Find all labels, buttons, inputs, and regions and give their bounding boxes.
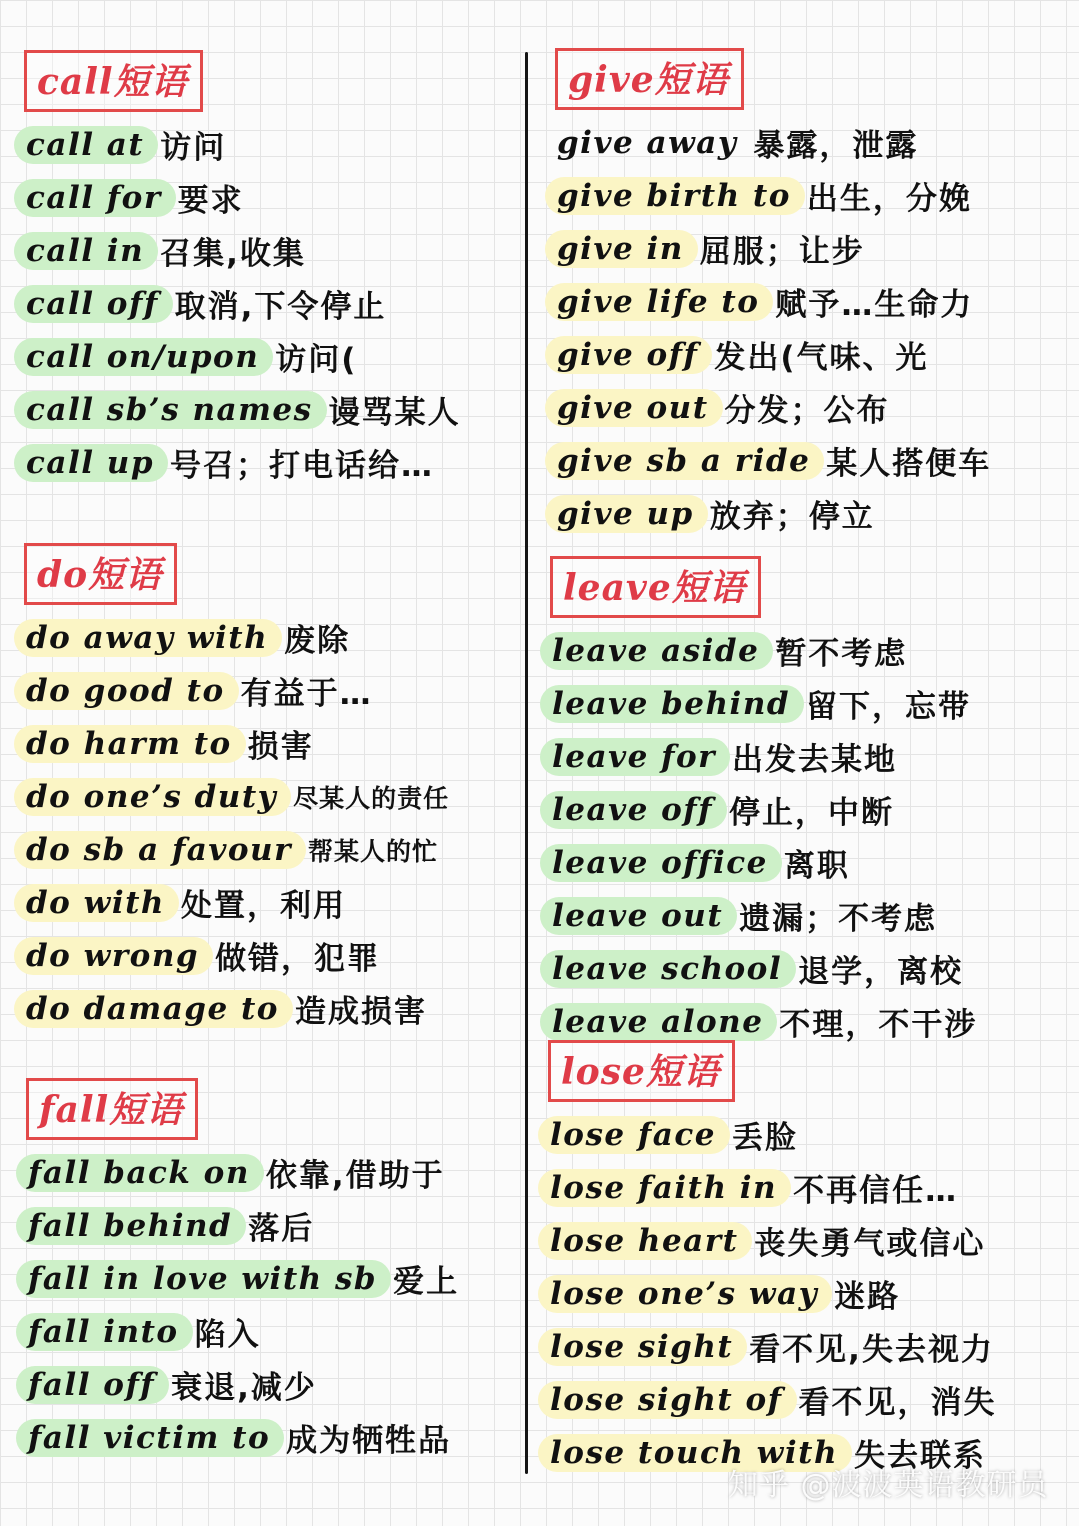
section-title-lose: lose短语	[548, 1040, 735, 1102]
phrase-item	[550, 836, 977, 889]
phrase-item	[550, 677, 977, 730]
phrase-en: do damage to	[14, 990, 293, 1028]
phrase-zh: 尽某人的责任	[293, 783, 450, 813]
phrase-item	[24, 436, 461, 489]
phrase-zh: 屈服；让步	[699, 234, 865, 270]
phrase-zh: 出生，分娩	[806, 181, 972, 217]
phrase-item	[550, 624, 977, 677]
phrase-en: give off	[545, 336, 712, 374]
phrase-zh: 衰退,减少	[171, 1370, 317, 1406]
phrase-list-leave	[550, 624, 977, 1048]
phrase-en: fall off	[16, 1366, 169, 1404]
phrase-en: leave alone	[540, 1003, 777, 1041]
phrase-en: call for	[14, 179, 176, 217]
phrase-item	[26, 1199, 459, 1252]
phrase-en: call in	[14, 232, 158, 270]
phrase-list-do	[24, 611, 449, 1035]
phrase-en: do one’s duty	[14, 778, 291, 816]
phrase-en: give in	[545, 230, 698, 268]
phrase-en: call sb’s names	[14, 391, 327, 429]
phrase-list-call	[24, 118, 461, 489]
phrase-zh: 谩骂某人	[328, 395, 461, 431]
section-title-call: call短语	[24, 50, 203, 112]
phrase-zh: 成为牺牲品	[286, 1423, 452, 1459]
phrase-zh: 失去联系	[853, 1438, 986, 1474]
section-title-fall: fall短语	[26, 1078, 198, 1140]
phrase-en: leave school	[540, 950, 796, 988]
phrase-en: give sb a ride	[545, 442, 824, 480]
phrase-item	[26, 1411, 459, 1464]
watermark: 知乎 @波波英语教研员	[728, 1468, 1049, 1503]
phrase-en: give birth to	[545, 177, 805, 215]
phrase-zh: 访问	[160, 130, 227, 166]
section-title-give: give短语	[555, 48, 744, 110]
section-leave	[550, 556, 977, 1048]
phrase-en: leave for	[540, 738, 730, 776]
phrase-zh: 有益于…	[240, 676, 373, 712]
phrase-en: lose sight of	[538, 1381, 797, 1419]
phrase-zh: 分发；公布	[724, 393, 890, 429]
phrase-en: call at	[14, 126, 158, 164]
phrase-zh: 号召；打电话给…	[170, 448, 435, 484]
phrase-en: lose sight	[538, 1328, 747, 1366]
phrase-zh: 落后	[248, 1211, 315, 1247]
phrase-zh: 不再信任…	[793, 1173, 959, 1209]
phrase-item	[24, 717, 449, 770]
phrase-zh: 遗漏；不考虑	[739, 901, 938, 937]
phrase-item	[24, 383, 461, 436]
phrase-zh: 留下，忘带	[806, 689, 972, 725]
phrase-en: lose faith in	[538, 1169, 791, 1207]
phrase-item	[555, 487, 991, 540]
phrase-zh: 离职	[783, 848, 850, 884]
phrase-zh: 看不见，消失	[798, 1385, 997, 1421]
phrase-zh: 暴露，泄露	[753, 128, 919, 164]
phrase-zh: 赋予…生命力	[775, 287, 974, 323]
phrase-item	[548, 1108, 997, 1161]
section-fall	[26, 1078, 459, 1464]
phrase-item	[24, 330, 461, 383]
phrase-zh: 不理，不干涉	[779, 1007, 978, 1043]
phrase-item	[555, 169, 991, 222]
phrase-item	[555, 381, 991, 434]
phrase-list-lose	[548, 1108, 997, 1479]
phrase-zh: 停止，中断	[728, 795, 894, 831]
phrase-en: fall in love with sb	[16, 1260, 391, 1298]
phrase-en: leave behind	[540, 685, 804, 723]
phrase-en: fall into	[16, 1313, 193, 1351]
phrase-en: leave off	[540, 791, 727, 829]
section-title-leave: leave短语	[550, 556, 761, 618]
phrase-item	[26, 1252, 459, 1305]
phrase-zh: 访问(	[275, 342, 358, 378]
phrase-zh: 召集,收集	[160, 236, 306, 272]
column-divider	[525, 52, 528, 1474]
phrase-item	[548, 1267, 997, 1320]
phrase-zh: 丧失勇气或信心	[754, 1226, 986, 1262]
phrase-item	[548, 1161, 997, 1214]
phrase-zh: 做错，犯罪	[215, 941, 381, 977]
phrase-en: give away	[557, 124, 738, 161]
phrase-item	[548, 1320, 997, 1373]
phrase-item	[555, 434, 991, 487]
phrase-en: do wrong	[14, 937, 213, 975]
phrase-zh: 帮某人的忙	[307, 836, 438, 866]
phrase-en: leave aside	[540, 632, 773, 670]
phrase-item	[24, 611, 449, 664]
phrase-en: leave office	[540, 844, 782, 882]
phrase-item	[555, 328, 991, 381]
phrase-zh: 某人搭便车	[826, 446, 992, 482]
phrase-item	[24, 823, 449, 876]
section-title-do: do短语	[24, 543, 177, 605]
phrase-en: lose touch with	[538, 1434, 852, 1472]
phrase-en: do sb a favour	[14, 831, 306, 869]
phrase-en: call off	[14, 285, 173, 323]
phrase-item	[26, 1358, 459, 1411]
phrase-zh: 爱上	[393, 1264, 460, 1300]
phrase-zh: 迷路	[834, 1279, 901, 1315]
phrase-item	[24, 982, 449, 1035]
phrase-item	[555, 116, 991, 169]
phrase-en: give up	[545, 495, 708, 533]
phrase-item	[550, 783, 977, 836]
phrase-en: call up	[14, 444, 168, 482]
phrase-en: do away with	[14, 619, 282, 657]
phrase-en: give out	[545, 389, 723, 427]
phrase-zh: 处置，利用	[180, 888, 346, 924]
phrase-item	[26, 1305, 459, 1358]
phrase-zh: 放弃；停立	[709, 499, 875, 535]
phrase-en: lose face	[538, 1116, 730, 1154]
phrase-item	[24, 876, 449, 929]
phrase-item	[24, 770, 449, 823]
phrase-en: fall behind	[16, 1207, 246, 1245]
phrase-item	[24, 664, 449, 717]
phrase-zh: 看不见,失去视力	[749, 1332, 994, 1368]
section-give	[555, 48, 991, 540]
phrase-en: call on/upon	[14, 338, 273, 376]
phrase-zh: 要求	[177, 183, 244, 219]
phrase-item	[548, 1214, 997, 1267]
phrase-zh: 出发去某地	[731, 742, 897, 778]
phrase-zh: 依靠,借助于	[265, 1158, 445, 1194]
phrase-item	[550, 730, 977, 783]
phrase-zh: 取消,下令停止	[174, 289, 387, 325]
phrase-zh: 废除	[284, 623, 351, 659]
phrase-zh: 暂不考虑	[775, 636, 908, 672]
phrase-en: fall victim to	[16, 1419, 284, 1457]
phrase-en: leave out	[540, 897, 737, 935]
phrase-en: do with	[14, 884, 179, 922]
section-lose	[548, 1040, 997, 1479]
phrase-zh: 退学，离校	[798, 954, 964, 990]
phrase-zh: 发出(气味、光	[714, 340, 929, 376]
phrase-item	[24, 118, 461, 171]
phrase-item	[24, 224, 461, 277]
phrase-en: fall back on	[16, 1154, 264, 1192]
section-do	[24, 543, 449, 1035]
phrase-en: do harm to	[14, 725, 246, 763]
phrase-item	[550, 942, 977, 995]
phrase-item	[555, 275, 991, 328]
phrase-zh: 丢脸	[731, 1120, 798, 1156]
phrase-list-fall	[26, 1146, 459, 1464]
phrase-zh: 造成损害	[294, 994, 427, 1030]
phrase-item	[548, 1373, 997, 1426]
phrase-item	[24, 277, 461, 330]
phrase-item	[26, 1146, 459, 1199]
phrase-item	[24, 929, 449, 982]
section-call	[24, 50, 461, 489]
phrase-zh: 损害	[247, 729, 314, 765]
phrase-en: give life to	[545, 283, 773, 321]
phrase-en: do good to	[14, 672, 239, 710]
phrase-list-give	[555, 116, 991, 540]
phrase-item	[24, 171, 461, 224]
phrase-en: lose heart	[538, 1222, 752, 1260]
phrase-en: lose one’s way	[538, 1275, 832, 1313]
phrase-item	[550, 889, 977, 942]
phrase-item	[555, 222, 991, 275]
phrase-zh: 陷入	[194, 1317, 261, 1353]
